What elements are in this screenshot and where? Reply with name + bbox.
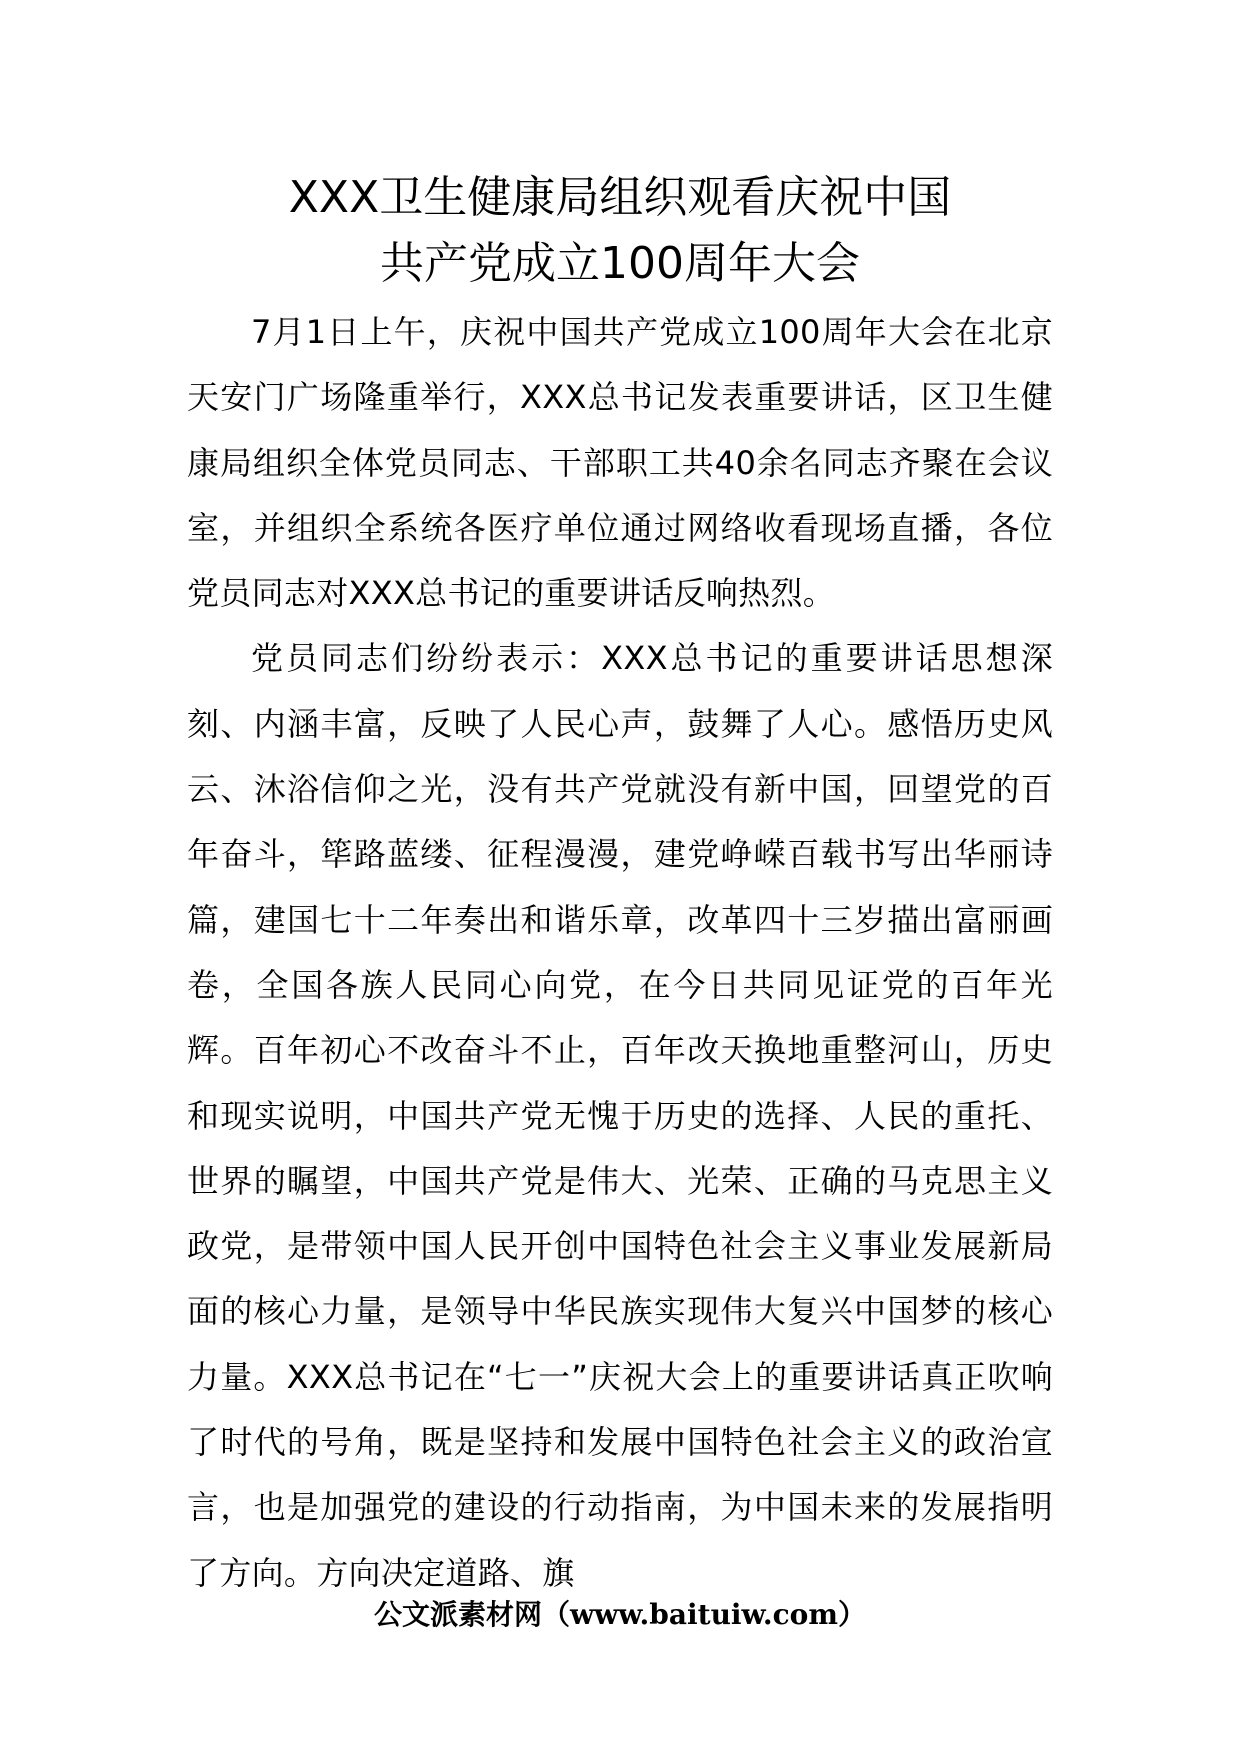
- document-title-line-2: 共产党成立100周年大会: [380, 238, 860, 289]
- paragraph-2: 党员同志们纷纷表示：XXX总书记的重要讲话思想深刻、内涵丰富，反映了人民心声，鼓舞了人心。感悟历史风云、沐浴信仰之光，没有共产党就没有新中国，回望党的百年奋斗，筚路蓝缕、征程漫漫，建党峥嵘百载书写出华丽诗篇，建国七十二年奏出和谐乐章，改革四十三岁描出富丽画卷，全国各族人民同心向党，在今日共同见证党的百年光辉。百年初心不改奋斗不止，百年改天换地重整河山，历史和现实说明，中国共产党无愧于历史的选择、人民的重托、世界的瞩望，中国共产党是伟大、光荣、正确的马克思主义政党，是带领中国人民开创中国特色社会主义事业发展新局面的核心力量，是领导中华民族实现伟大复兴中国梦的核心力量。XXX总书记在“七一”庆祝大会上的重要讲话真正吹响了时代的号角，既是坚持和发展中国特色社会主义的政治宣言，也是加强党的建设的行动指南，为中国未来的发展指明了方向。方向决定道路、旗: [187, 639, 1053, 1592]
- document-title-line-1: XXX卫生健康局组织观看庆祝中国: [288, 172, 952, 223]
- footer-source-text: 公文派素材网（www.baituiw.com）: [374, 1598, 866, 1631]
- paragraph-1: 7月1日上午，庆祝中国共产党成立100周年大会在北京天安门广场隆重举行，XXX总书记发表重要讲话，区卫生健康局组织全体党员同志、干部职工共40余名同志齐聚在会议室，并组织全系统各医疗单位通过网络收看现场直播，各位党员同志对XXX总书记的重要讲话反响热烈。: [187, 313, 1053, 613]
- document-body: [187, 300, 1053, 1606]
